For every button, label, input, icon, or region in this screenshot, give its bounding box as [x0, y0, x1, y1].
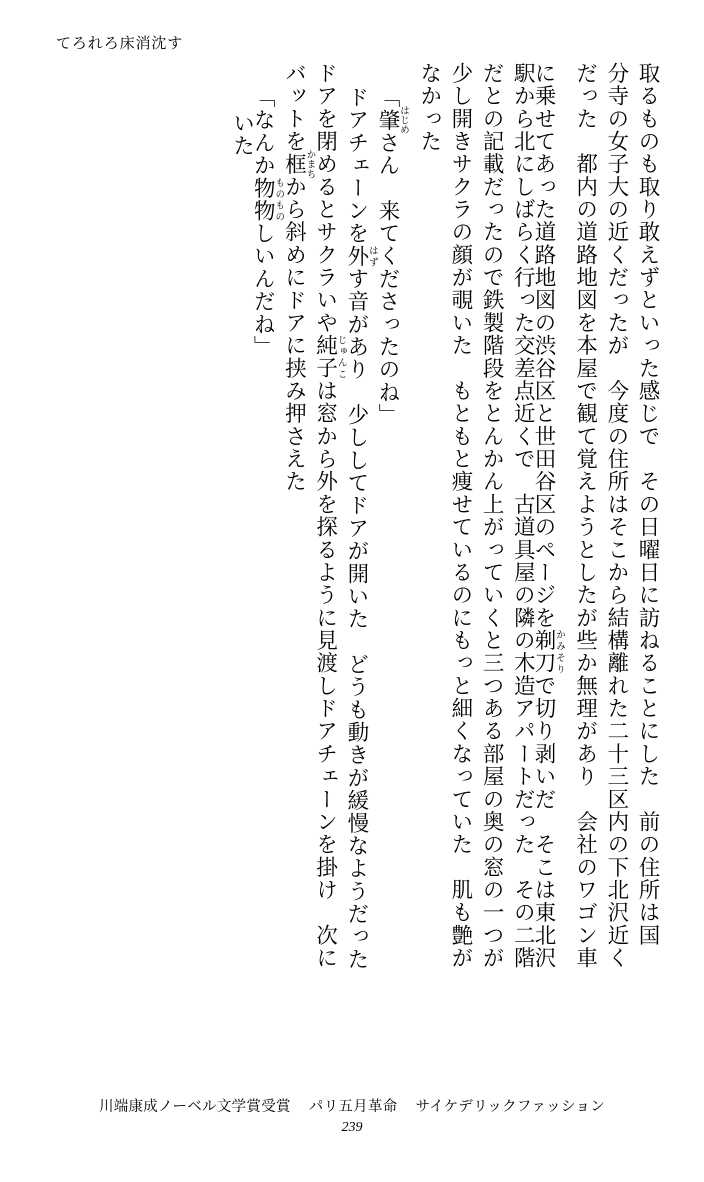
- text-column: 駅から北にしばらく行った交差点近くで 古道具屋の隣の木造アパートだった その二階: [510, 62, 536, 970]
- text-column: いた: [229, 112, 255, 158]
- text-column: バットを框かまちから斜めにドアに挟み押さえた: [281, 62, 316, 493]
- text-column: 少し開きサクラの顔が覗いた もともと痩せているのにもっと細くなっていた 肌も艶が: [447, 62, 473, 970]
- footer-keyword: パリ五月革命: [308, 1099, 398, 1115]
- footer-keyword: 川端康成ノーベル文学賞受賞: [98, 1099, 291, 1115]
- page-number: 239: [341, 1120, 363, 1135]
- text-column: だとの記載だったので鉄製階段をとんかん上がっていくと三つある部屋の奥の窓の一つが: [479, 62, 505, 970]
- text-column: 「なんか物物ものものしいんだね」: [250, 86, 285, 359]
- text-column: ドアを閉めるとサクラいや純子じゅんこは窓から外を探るように見渡しドアチェーンを掛け 次に: [312, 62, 347, 970]
- running-head: てろれろ床消沈す: [56, 34, 184, 52]
- text-column: 分寺の女子大の近くだったが 今度の住所はそこから結構離れた二十三区内の下北沢近く: [603, 62, 629, 970]
- text-column: だった 都内の道路地図を本屋で観て覚えようとしたが些か無理があり 会社のワゴン車: [572, 62, 598, 970]
- text-column: に乗せてあった道路地図の渋谷区と世田谷区のページを剃刀かみそりで切り剥いだ そこは東北沢: [530, 62, 565, 970]
- footer-keywords: [0, 1095, 704, 1116]
- footer-keyword: サイケデリックファッション: [415, 1099, 606, 1115]
- page-footer: [0, 1095, 704, 1136]
- text-column: 「肇はじめさん 来てくださったのね」: [375, 86, 409, 427]
- page-text-body: [46, 62, 658, 1072]
- text-column: ドアチェーンを外はずす音があり 少ししてドアが開いた どうも動きが緩慢なようだった: [343, 86, 378, 971]
- text-column: 取るものも取り敢えずといった感じで その日曜日に訪ねることにした 前の住所は国: [635, 62, 660, 947]
- text-column: なかった: [416, 62, 442, 153]
